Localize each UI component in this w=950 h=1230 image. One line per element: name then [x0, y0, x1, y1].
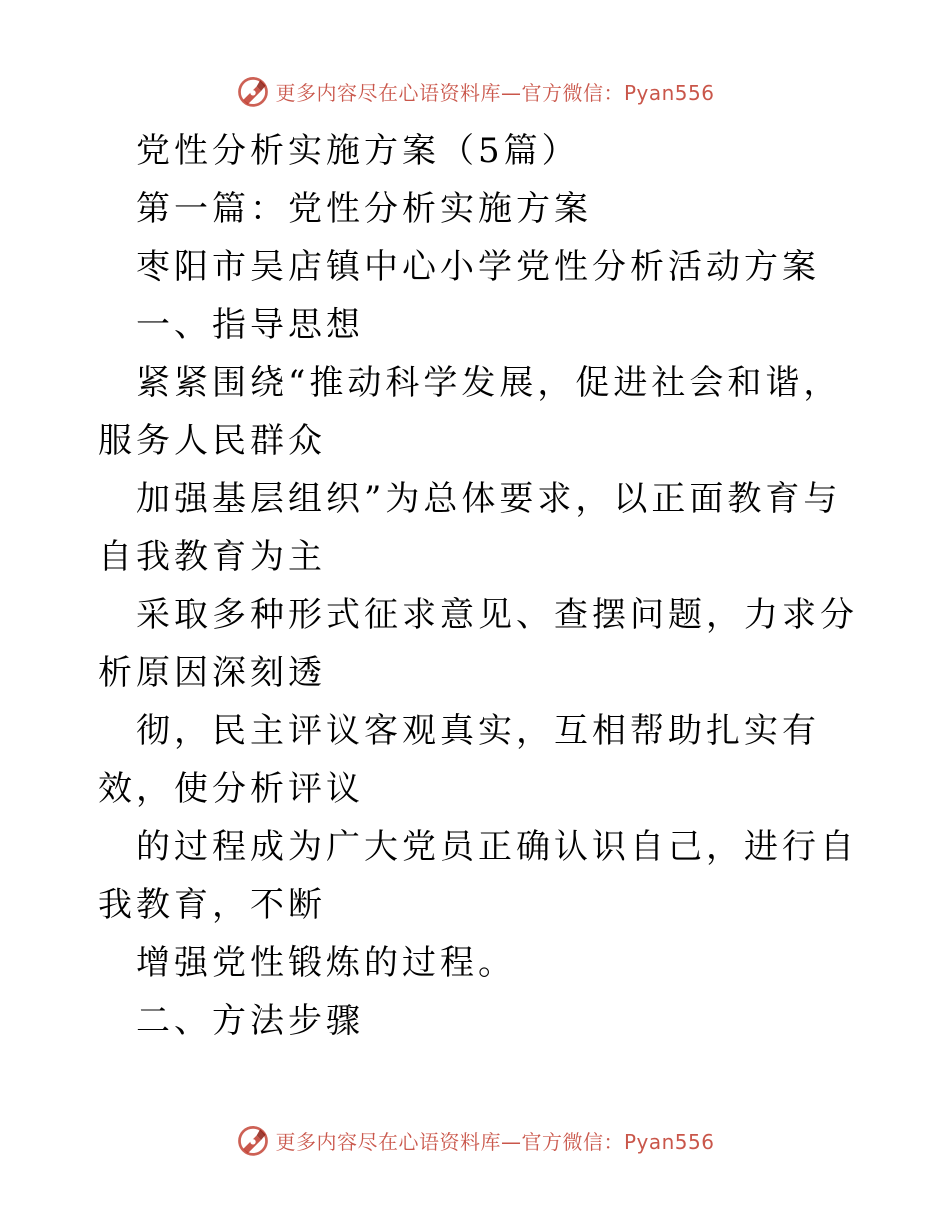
body-paragraph: 加强基层组织”为总体要求，以正面教育与自我教育为主 [98, 479, 842, 577]
body-paragraph: 增强党性锻炼的过程。 [136, 943, 516, 983]
body-paragraph: 采取多种形式征求意见、查摆问题，力求分析原因深刻透 [98, 595, 858, 693]
document-body [98, 122, 858, 1050]
heading-guiding-ideology: 一、指导思想 [136, 305, 364, 345]
watermark-text: 更多内容尽在心语资料库—官方微信：Pyan556 [275, 80, 715, 105]
body-paragraph: 紧紧围绕“推动科学发展，促进社会和谐，服务人民群众 [98, 363, 842, 461]
body-paragraph: 彻，民主评议客观真实，互相帮助扎实有效，使分析评议 [98, 711, 820, 809]
pen-logo-icon [235, 1122, 271, 1158]
body-paragraph: 的过程成为广大党员正确认识自己，进行自我教育，不断 [98, 827, 858, 925]
footer-watermark [0, 1120, 950, 1160]
heading-methods-steps: 二、方法步骤 [136, 1001, 364, 1041]
section-heading: 第一篇：党性分析实施方案 [136, 189, 592, 229]
watermark-text: 更多内容尽在心语资料库—官方微信：Pyan556 [275, 1129, 715, 1154]
header-watermark [0, 71, 950, 111]
pen-logo-icon [235, 73, 271, 109]
subtitle: 枣阳市吴店镇中心小学党性分析活动方案 [136, 247, 820, 287]
document-title: 党性分析实施方案（5篇） [136, 131, 580, 171]
